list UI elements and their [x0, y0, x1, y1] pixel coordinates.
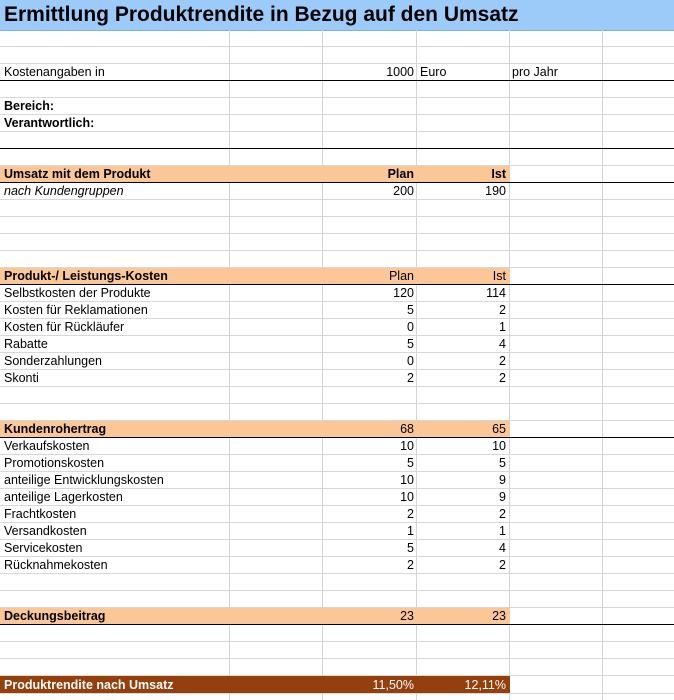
ist-value: 114 — [486, 286, 506, 300]
empty-row[interactable] — [0, 574, 674, 591]
row-label: Sonderzahlungen — [4, 354, 102, 368]
plan-value: 23 — [400, 609, 414, 623]
row-label: nach Kundengruppen — [4, 184, 124, 198]
cost-unit-currency: Euro — [420, 65, 447, 79]
row-label: Kosten für Reklamationen — [4, 303, 148, 317]
title-bar — [0, 0, 674, 31]
table-row[interactable] — [0, 540, 674, 557]
umsatz-header-label: Umsatz mit dem Produkt — [4, 167, 151, 181]
plan-value: 1 — [407, 524, 414, 538]
cost-unit-value: 1000 — [386, 65, 414, 79]
table-row[interactable] — [0, 455, 674, 472]
bereich-label: Bereich: — [4, 99, 55, 113]
row-label: Servicekosten — [4, 541, 83, 555]
empty-row[interactable] — [0, 642, 674, 659]
table-row[interactable] — [0, 336, 674, 353]
ist-value: 9 — [499, 473, 506, 487]
table-row[interactable] — [0, 319, 674, 336]
empty-row[interactable] — [0, 217, 674, 234]
umsatz-header-row[interactable] — [0, 166, 674, 183]
plan-value: 5 — [407, 337, 414, 351]
cost-unit-label: Kostenangaben in — [4, 65, 105, 79]
rohertrag-header-row[interactable] — [0, 421, 674, 438]
ist-value: 1 — [499, 524, 506, 538]
row-label: Kosten für Rückläufer — [4, 320, 125, 334]
empty-row[interactable] — [0, 234, 674, 251]
plan-column-header: Plan — [388, 269, 414, 283]
table-row[interactable] — [0, 285, 674, 302]
ist-value: 12,11% — [464, 678, 506, 692]
row-label: Verkaufskosten — [4, 439, 90, 453]
ist-value: 190 — [485, 184, 506, 198]
plan-value: 2 — [407, 507, 414, 521]
verantwortlich-row[interactable] — [0, 115, 674, 132]
empty-row[interactable] — [0, 251, 674, 268]
table-row[interactable] — [0, 506, 674, 523]
ist-value: 2 — [499, 558, 506, 572]
table-row[interactable] — [0, 557, 674, 574]
bereich-row[interactable] — [0, 98, 674, 115]
ist-value: 2 — [499, 354, 506, 368]
plan-value: 120 — [393, 286, 414, 300]
empty-row[interactable] — [0, 200, 674, 217]
ist-value: 5 — [499, 456, 506, 470]
ist-value: 2 — [499, 507, 506, 521]
page-title: Ermittlung Produktrendite in Bezug auf den Umsatz — [4, 3, 519, 26]
deckungsbeitrag-row[interactable] — [0, 608, 674, 625]
plan-value: 10 — [400, 439, 414, 453]
cost-unit-period: pro Jahr — [512, 65, 558, 79]
plan-value: 10 — [400, 490, 414, 504]
table-row[interactable] — [0, 302, 674, 319]
deckungsbeitrag-label: Deckungsbeitrag — [4, 609, 106, 623]
ist-value: 9 — [499, 490, 506, 504]
plan-value: 5 — [407, 456, 414, 470]
table-row[interactable] — [0, 489, 674, 506]
ist-value: 1 — [499, 320, 506, 334]
empty-row[interactable] — [0, 625, 674, 642]
table-row[interactable] — [0, 370, 674, 387]
empty-row[interactable] — [0, 132, 674, 149]
empty-row[interactable] — [0, 30, 674, 47]
empty-row[interactable] — [0, 591, 674, 608]
rohertrag-header-label: Kundenrohertrag — [4, 422, 107, 436]
plan-column-header: Plan — [387, 167, 414, 181]
ist-value: 2 — [499, 371, 506, 385]
table-row[interactable] — [0, 523, 674, 540]
cost-unit-row[interactable] — [0, 64, 674, 81]
table-row[interactable] — [0, 472, 674, 489]
rendite-label: Produktrendite nach Umsatz — [4, 678, 174, 692]
plan-value: 0 — [407, 354, 414, 368]
row-label: anteilige Entwicklungskosten — [4, 473, 164, 487]
plan-value: 2 — [407, 558, 414, 572]
ist-value: 4 — [499, 541, 506, 555]
row-label: Promotionskosten — [4, 456, 105, 470]
empty-row[interactable] — [0, 404, 674, 421]
verantwortlich-label: Verantwortlich: — [4, 116, 95, 130]
plan-value: 10 — [400, 473, 414, 487]
ist-column-header: Ist — [492, 269, 506, 283]
plan-value: 11,50% — [372, 678, 414, 692]
ist-column-header: Ist — [491, 167, 506, 181]
plan-value: 200 — [393, 184, 414, 198]
plan-value: 2 — [407, 371, 414, 385]
row-label: Rücknahmekosten — [4, 558, 108, 572]
plan-value: 68 — [400, 422, 414, 436]
plan-value: 5 — [407, 303, 414, 317]
table-row[interactable] — [0, 353, 674, 370]
ist-value: 2 — [499, 303, 506, 317]
row-label: Versandkosten — [4, 524, 87, 538]
plan-value: 5 — [407, 541, 414, 555]
rendite-row[interactable] — [0, 676, 674, 694]
empty-row[interactable] — [0, 81, 674, 98]
ist-value: 23 — [492, 609, 506, 623]
ist-value: 65 — [492, 422, 506, 436]
table-row[interactable] — [0, 183, 674, 200]
kosten-header-label: Produkt-/ Leistungs-Kosten — [4, 269, 168, 283]
row-label: Frachtkosten — [4, 507, 77, 521]
kosten-header-row[interactable] — [0, 268, 674, 285]
row-label: Rabatte — [4, 337, 48, 351]
plan-value: 0 — [407, 320, 414, 334]
empty-row[interactable] — [0, 659, 674, 676]
row-label: Selbstkosten der Produkte — [4, 286, 151, 300]
empty-row[interactable] — [0, 47, 674, 64]
ist-value: 4 — [499, 337, 506, 351]
empty-row[interactable] — [0, 149, 674, 166]
table-row[interactable] — [0, 438, 674, 455]
row-label: anteilige Lagerkosten — [4, 490, 123, 504]
empty-row[interactable] — [0, 387, 674, 404]
ist-value: 10 — [492, 439, 506, 453]
row-label: Skonti — [4, 371, 39, 385]
